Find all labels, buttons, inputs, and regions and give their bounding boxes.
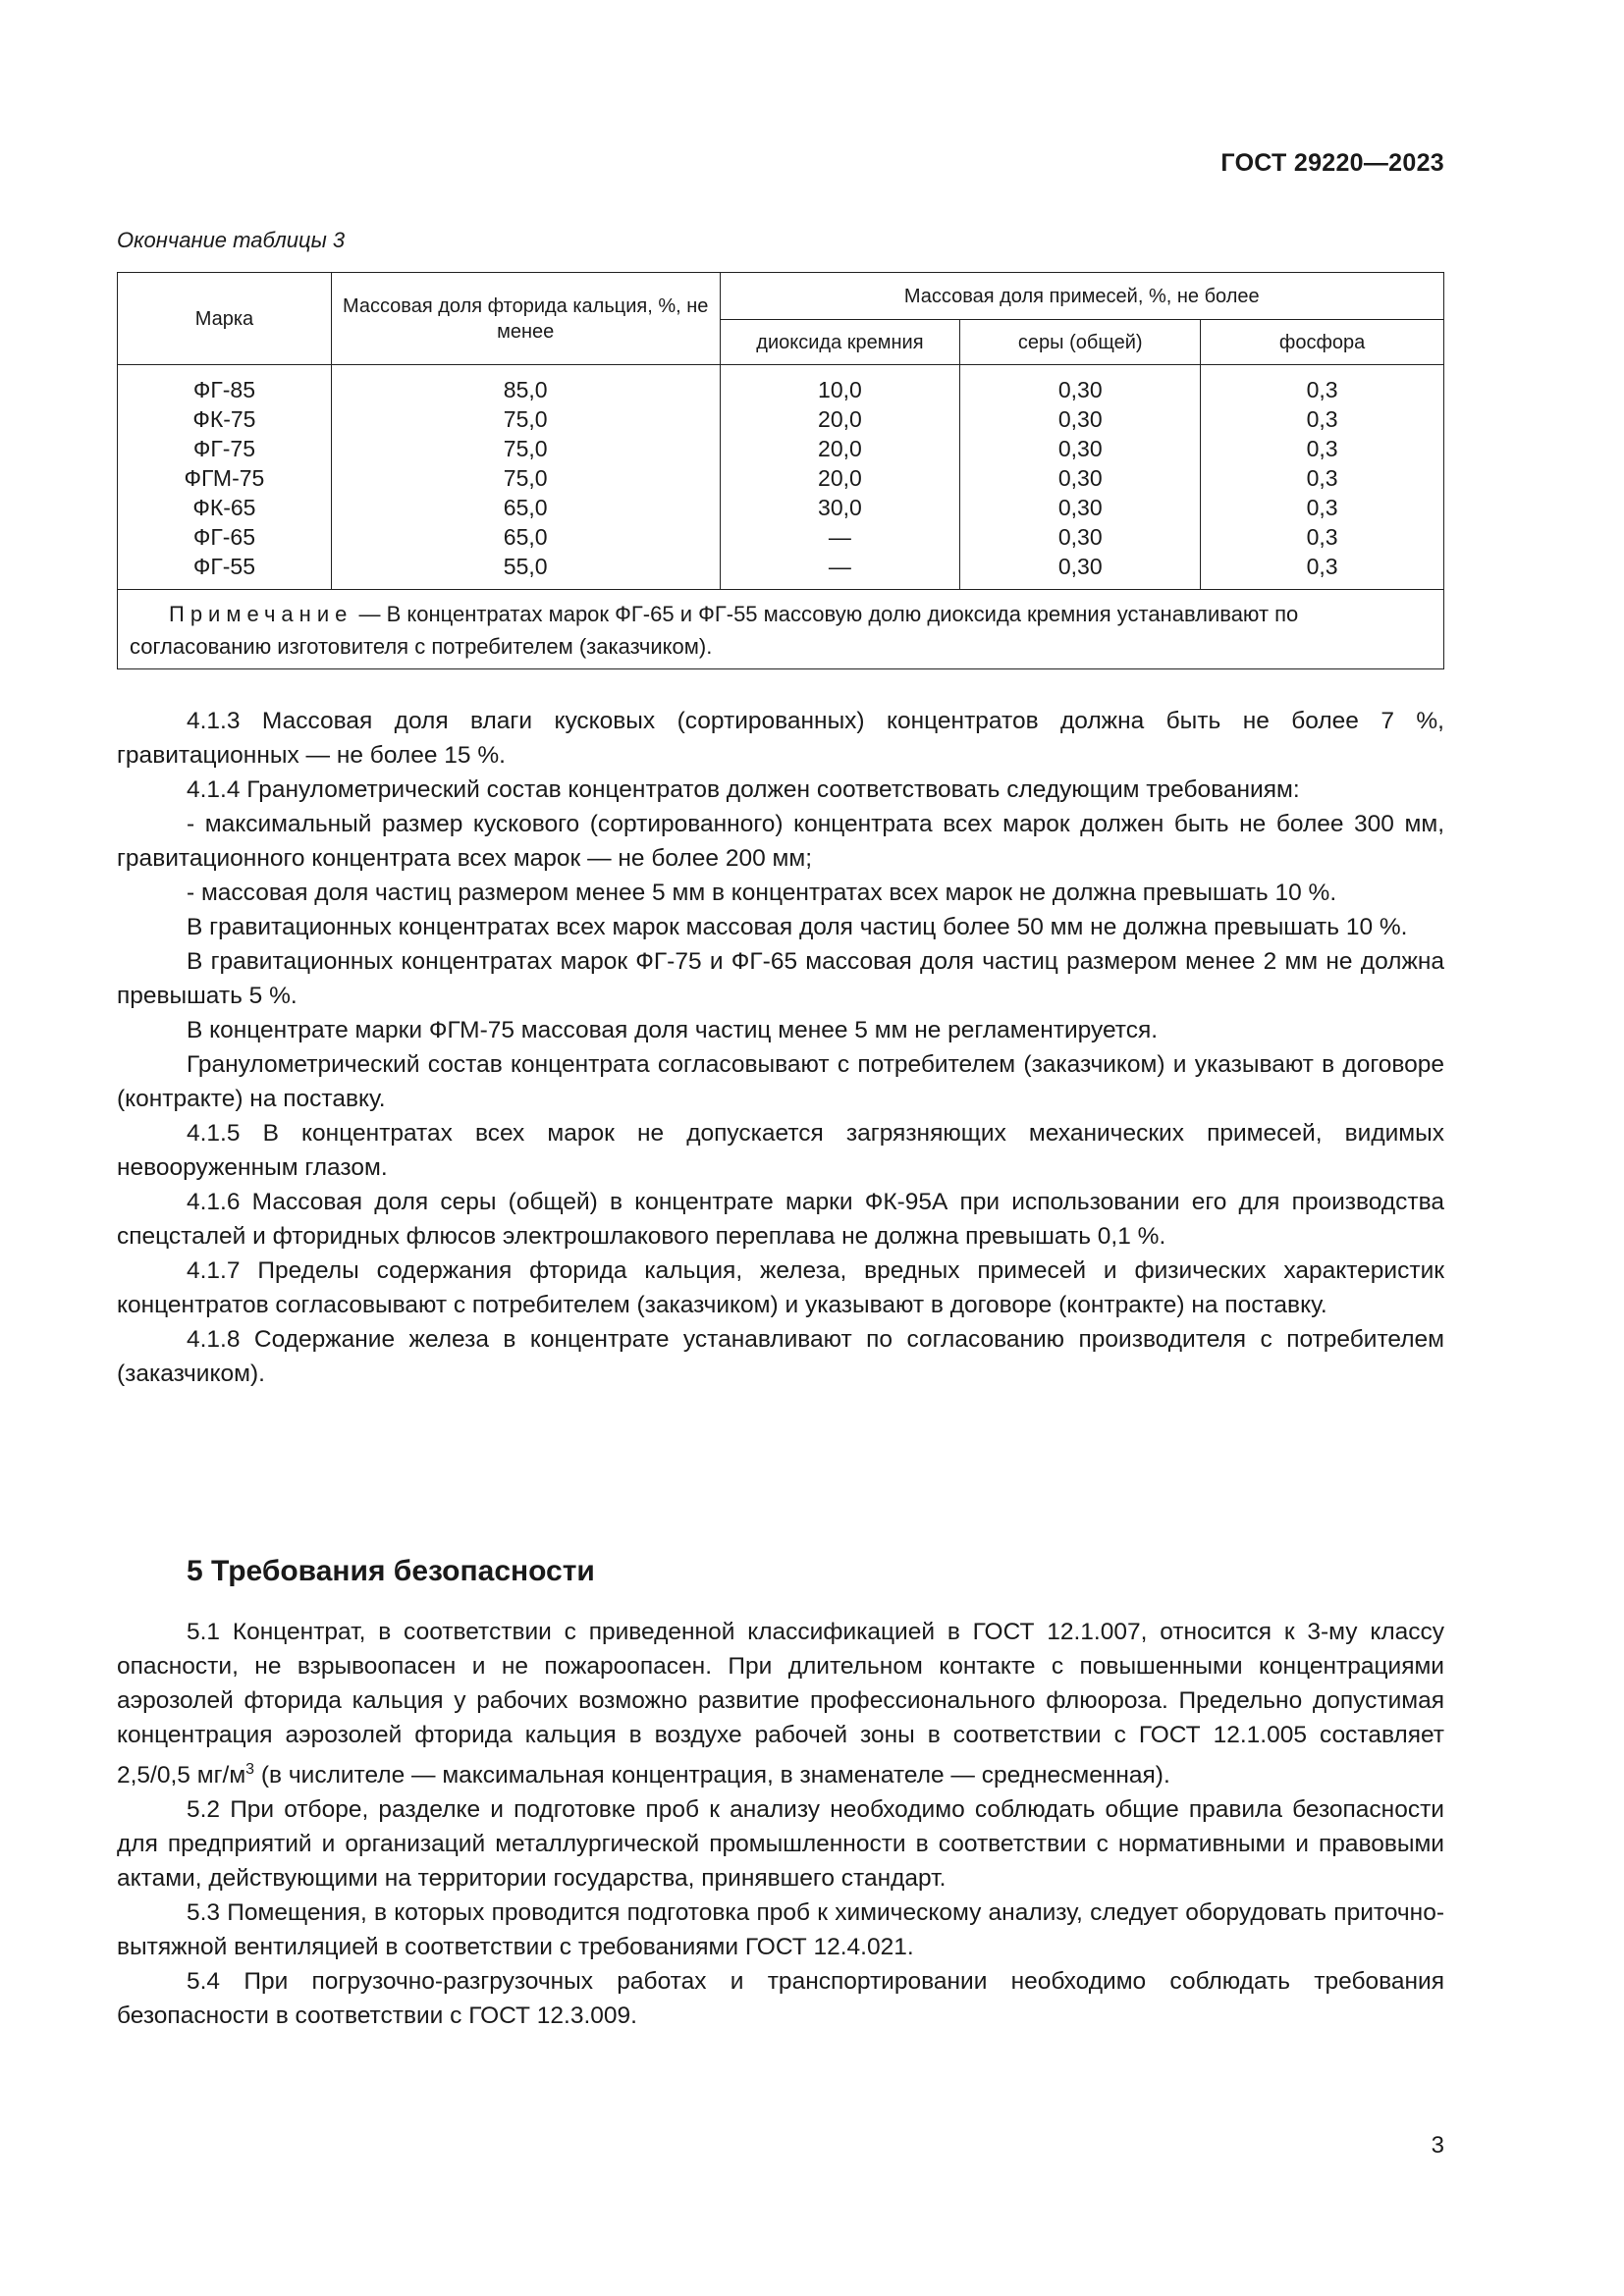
header-impurities: Массовая доля примесей, %, не более	[720, 273, 1444, 320]
paragraph-4-1-6: 4.1.6 Массовая доля серы (общей) в концентрате марки ФК-95А при использовании его для производства спецсталей и фторидных флюсов электрошлакового переплава не должна превышать 0,1 %.	[117, 1189, 1444, 1250]
cell-sulfur: 0,30	[960, 522, 1201, 552]
cell-caf2: 75,0	[331, 463, 720, 493]
page-number: 3	[1431, 2132, 1444, 2159]
paragraph-5-1-end: (в числителе — максимальная концентрация, в знаменателе — среднесменная).	[254, 1762, 1170, 1789]
cell-caf2: 55,0	[331, 552, 720, 590]
paragraph-4-1-8: 4.1.8 Содержание железа в концентрате устанавливают по согласованию производителя с потребителем (заказчиком).	[117, 1326, 1444, 1387]
header-sulfur: серы (общей)	[960, 320, 1201, 365]
table-note-row	[118, 590, 1444, 669]
cell-phosphorus: 0,3	[1201, 552, 1444, 590]
cell-caf2: 75,0	[331, 404, 720, 434]
cell-mark: ФГ-55	[118, 552, 332, 590]
table-row	[118, 552, 1444, 590]
header-phosphorus: фосфора	[1201, 320, 1444, 365]
cell-sio2: 30,0	[720, 493, 960, 522]
table-row	[118, 434, 1444, 463]
cell-phosphorus: 0,3	[1201, 463, 1444, 493]
paragraph: В концентрате марки ФГМ-75 массовая доля частиц менее 5 мм не регламентируется.	[187, 1017, 1159, 1043]
cell-sulfur: 0,30	[960, 493, 1201, 522]
section-5-text	[117, 1615, 1444, 2033]
paragraph-4-1-7: 4.1.7 Пределы содержания фторида кальция, железа, вредных примесей и физических характеристик концентратов согласовывают с потребителем (заказчиком) и указывают в договоре (контракте) на поставку.	[117, 1257, 1444, 1318]
table-row	[118, 404, 1444, 434]
cell-caf2: 75,0	[331, 434, 720, 463]
paragraph-5-3: 5.3 Помещения, в которых проводится подготовка проб к химическому анализу, следует оборудовать приточно-вытяжной вентиляцией в соответствии с требованиями ГОСТ 12.4.021.	[117, 1899, 1444, 1961]
header-mark: Марка	[118, 273, 332, 365]
document-header: ГОСТ 29220—2023	[1220, 149, 1444, 177]
cell-mark: ФК-75	[118, 404, 332, 434]
section-5-title: 5 Требования безопасности	[187, 1555, 595, 1587]
table-caption: Окончание таблицы 3	[117, 228, 346, 252]
cell-sulfur: 0,30	[960, 434, 1201, 463]
list-item: - массовая доля частиц размером менее 5 мм в концентратах всех марок не должна превышать 10 %.	[187, 880, 1337, 906]
cell-mark: ФГ-65	[118, 522, 332, 552]
cell-sulfur: 0,30	[960, 552, 1201, 590]
superscript: 3	[245, 1761, 255, 1778]
cell-sio2: 20,0	[720, 463, 960, 493]
table-note	[118, 590, 1444, 669]
cell-sulfur: 0,30	[960, 365, 1201, 405]
paragraph-4-1-5: 4.1.5 В концентратах всех марок не допускается загрязняющих механических примесей, видимых невооруженным глазом.	[117, 1120, 1444, 1181]
list-item: - максимальный размер кускового (сортированного) концентрата всех марок должен быть не более 300 мм, гравитационного концентрата всех марок — не более 200 мм;	[117, 811, 1444, 872]
note-text: — В концентратах марок ФГ-65 и ФГ-55 массовую долю диоксида кремния устанавливают по согласованию изготовителя с потребителем (заказчиком).	[130, 602, 1299, 659]
cell-phosphorus: 0,3	[1201, 522, 1444, 552]
paragraph: В гравитационных концентратах марок ФГ-75 и ФГ-65 массовая доля частиц размером менее 2 мм не должна превышать 5 %.	[117, 948, 1444, 1009]
table-row	[118, 463, 1444, 493]
cell-phosphorus: 0,3	[1201, 365, 1444, 405]
note-lead: Примечание	[169, 602, 353, 626]
cell-mark: ФГМ-75	[118, 463, 332, 493]
cell-mark: ФГ-75	[118, 434, 332, 463]
paragraph-5-1-main: 5.1 Концентрат, в соответствии с приведенной классификацией в ГОСТ 12.1.007, относится к 3-му классу опасности, не взрывоопасен и не пожароопасен. При длительном контакте с повышенными концентрациями аэрозолей фторида кальция у рабочих возможно развитие профессионального флюороза. Предельно допустимая концентрация аэрозолей фторида кальция в воздухе рабочей зоны в соответствии с ГОСТ 12.1.005 составляет 2,5/0,5 мг/м	[117, 1619, 1444, 1789]
cell-sio2: 20,0	[720, 434, 960, 463]
grades-table	[117, 272, 1444, 669]
paragraph-5-4: 5.4 При погрузочно-разгрузочных работах и транспортировании необходимо соблюдать требования безопасности в соответствии с ГОСТ 12.3.009.	[117, 1968, 1444, 2030]
cell-sio2: —	[720, 522, 960, 552]
section-4-text	[117, 704, 1444, 1391]
paragraph: В гравитационных концентратах всех марок массовая доля частиц более 50 мм не должна превышать 10 %.	[187, 914, 1408, 940]
cell-phosphorus: 0,3	[1201, 493, 1444, 522]
cell-sio2: —	[720, 552, 960, 590]
table-row	[118, 493, 1444, 522]
paragraph-5-1	[117, 1615, 1444, 1792]
cell-sulfur: 0,30	[960, 463, 1201, 493]
cell-mark: ФГ-85	[118, 365, 332, 405]
paragraph-4-1-3: 4.1.3 Массовая доля влаги кусковых (сортированных) концентратов должна быть не более 7 %, гравитационных — не более 15 %.	[117, 708, 1444, 769]
header-sio2: диоксида кремния	[720, 320, 960, 365]
cell-caf2: 65,0	[331, 493, 720, 522]
header-caf2: Массовая доля фторида кальция, %, не менее	[331, 273, 720, 365]
paragraph: Гранулометрический состав концентрата согласовывают с потребителем (заказчиком) и указывают в договоре (контракте) на поставку.	[117, 1051, 1444, 1112]
cell-mark: ФК-65	[118, 493, 332, 522]
cell-phosphorus: 0,3	[1201, 434, 1444, 463]
cell-phosphorus: 0,3	[1201, 404, 1444, 434]
cell-sio2: 20,0	[720, 404, 960, 434]
cell-caf2: 85,0	[331, 365, 720, 405]
paragraph-4-1-4: 4.1.4 Гранулометрический состав концентратов должен соответствовать следующим требованиям:	[187, 776, 1300, 803]
table-row	[118, 365, 1444, 405]
cell-sio2: 10,0	[720, 365, 960, 405]
table-row	[118, 522, 1444, 552]
cell-sulfur: 0,30	[960, 404, 1201, 434]
cell-caf2: 65,0	[331, 522, 720, 552]
paragraph-5-2: 5.2 При отборе, разделке и подготовке проб к анализу необходимо соблюдать общие правила безопасности для предприятий и организаций металлургической промышленности в соответствии с нормативными и правовыми актами, действующими на территории государства, принявшего стандарт.	[117, 1796, 1444, 1893]
